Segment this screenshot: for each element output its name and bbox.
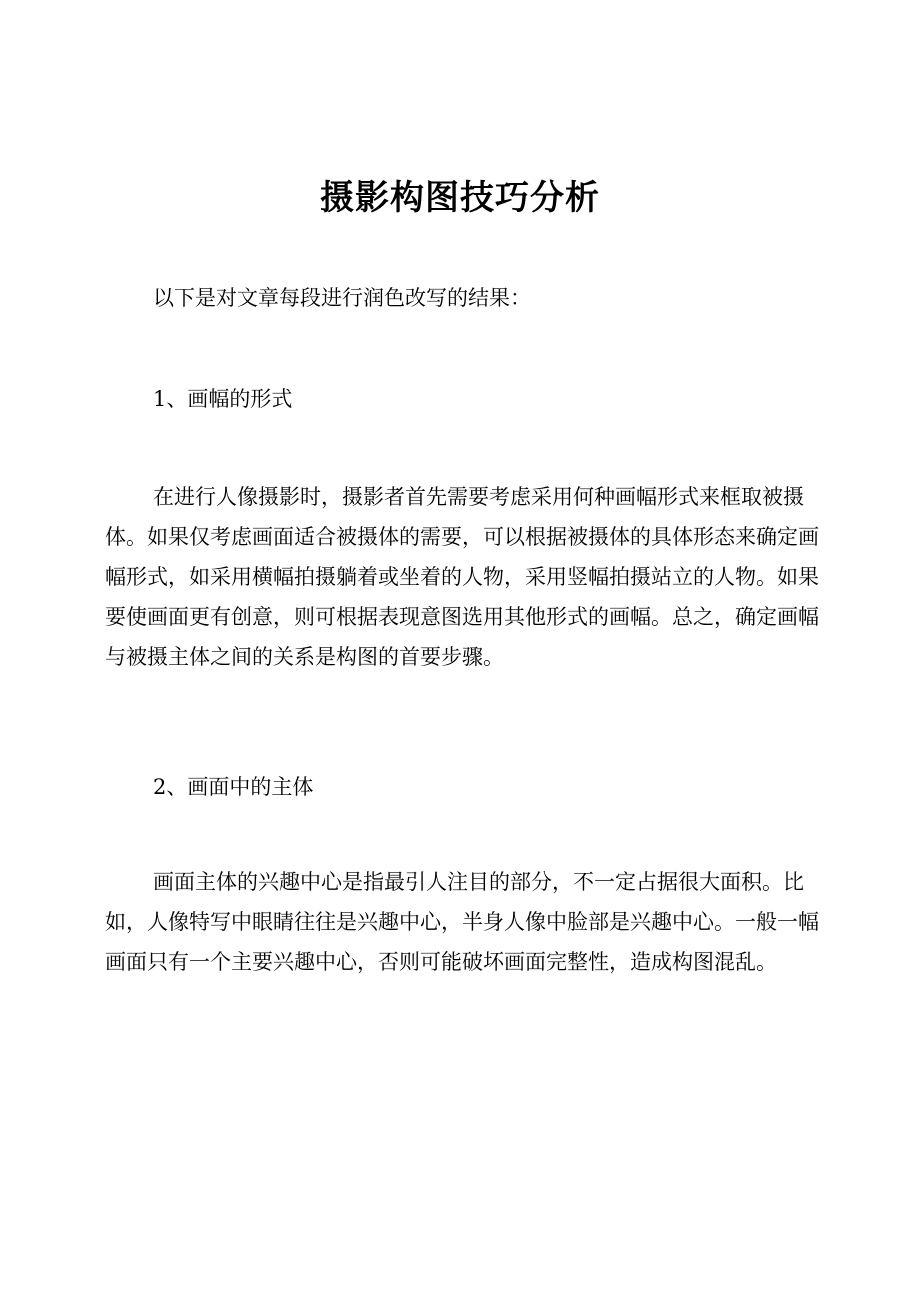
section-2-heading: 2、画面中的主体	[153, 775, 314, 799]
intro-paragraph: 以下是对文章每段进行润色改写的结果：	[153, 286, 531, 310]
section-2-body: 画面主体的兴趣中心是指最引人注目的部分，不一定占据很大面积。比如，人像特写中眼睛往往是兴趣中心，半身人像中脸部是兴趣中心。一般一幅画面只有一个主要兴趣中心，否则可能破坏画面完整性，造成构图混乱。	[105, 870, 819, 974]
section-1-heading: 1、画幅的形式	[153, 387, 293, 411]
document-title: 摄影构图技巧分析	[320, 178, 600, 218]
section-1-body: 在进行人像摄影时，摄影者首先需要考虑采用何种画幅形式来框取被摄体。如果仅考虑画面适合被摄体的需要，可以根据被摄体的具体形态来确定画幅形式，如采用横幅拍摄躺着或坐着的人物，采用竖幅拍摄站立的人物。如果要使画面更有创意，则可根据表现意图选用其他形式的画幅。总之，确定画幅与被摄主体之间的关系是构图的首要步骤。	[105, 485, 819, 669]
